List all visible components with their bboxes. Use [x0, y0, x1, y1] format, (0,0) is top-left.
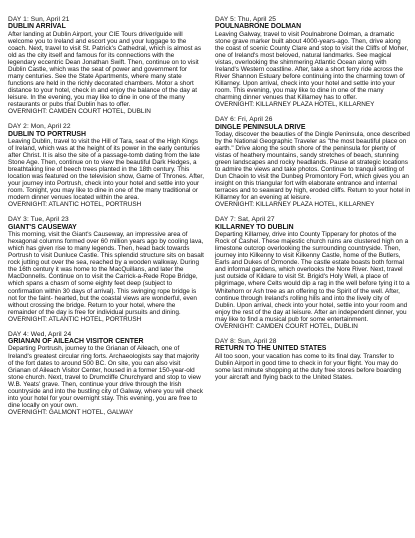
- day-description: Leaving Dublin, travel to visit the Hill of Tara, seat of the High Kings of Ireland, which was at the height of its power in the early centuries after Christ. It is also the site of a passage-tomb dating from the late Stone Age. Then, continue on to view the beautiful Dark Hedges, a breathtaking line of beech trees planted in the 18th century. This location was featured on the television show, Game of Thrones. After, your journey into Portrush, check into your hotel and settle into your room. Tonight, you may like to dine in one of the many traditional or modern dinner venues located within the area.: [8, 137, 204, 202]
- day-description: Today, discover the beauties of the Dingle Peninsula, once described by the National Geographic Traveler as "the most beautiful place on earth." Drive along the south shore of the peninsula for plenty of vistas of heathery mountains, sandy stretches of beach, stunning green landscapes and rocky headlands. Pause at strategic locations to admire the views and take photos. Continue to tranquil setting of Dun Chaoin to visit the Dunbeg Promontory Fort, which gives you an insight on this triangular fort with elaborate entrance and internal terraces and to seaward by high, eroded cliffs. Return to your hotel in Killarney for an evening at leisure.: [215, 130, 411, 202]
- itinerary-right-column: [215, 16, 411, 381]
- day-description: Departing Portrush, journey to the Grianan of Aileach, one of Ireland's greatest circular ring forts. Archaeologists say that majority of the fort dates to around 500 BC. On site, you can also visit Grianan of Aileach Visitor Center, housed in a former 150-year-old stone church. Next, travel to Drumcliffe Churchyard and stop to view W.B. Yeats' grave. Then, continue your drive through the Irish countryside and into the bustling city of Galway, where you will check into your hotel for your overnight stay. This evening, you are free to dine locally on your own.: [8, 345, 203, 409]
- day-heading: DAY 3: Tue, April 23: [8, 216, 69, 224]
- day-5: [215, 16, 411, 108]
- day-heading: DAY 7: Sat, April 27: [215, 216, 275, 224]
- day-description: This morning, visit the Giant's Causeway, an impressive area of hexagonal columns formed over 60 million years ago by cooling lava, which has given rise to many legends. Then, head back towards Portrush to visit Dunluce Castle. This splendid structure sits on basalt rock jutting out over the sea, reached by a wooden walkway. During the 16th century it was home to the MacQuillans, and later the MacDonnells. Continue on to visit the Carrick-a-Rede Rope Bridge, which spans a chasm of some eighty feet deep (subject to confirmation within 30 days of arrival). This swinging rope bridge is not for the faint- hearted, but the coastal views are wonderful, even without crossing the bridge. Return to your hotel, where the remainder of the day is free for individual pursuits and dining.: [8, 231, 204, 316]
- day-title: KILLARNEY TO DUBLIN: [215, 223, 294, 231]
- day-2: [8, 123, 204, 208]
- day-title: GIANT'S CAUSEWAY: [8, 223, 77, 231]
- day-description: Departing Killarney, drive into County Tipperary for photos of the Rock of Cashel. These majestic church ruins are clustered high on a limestone outcrop overlooking the surrounding countryside. Then, journey into Kilkenny to visit Kilkenny Castle, home of the Butlers, Earls and Dukes of Ormonde. The castle estate boasts both formal and informal gardens, which overlooks the Nore River. Next, travel just outside of Kildare to visit St. Brigid's Holy Well, a place of pilgrimage, where Celts would dip a rag in the well before tying it to a Whitehorn or Ash tree as an offering to the Spirit of the well. After, continue through Ireland's rolling hills and into the lively city of Dublin. Upon arrival, check into your hotel, settle into your room and enjoy the rest of the day at leisure. After an independent dinner, you may like to find a musical pub for some entertainment.: [215, 231, 410, 323]
- day-overnight: OVERNIGHT: KILLARNEY PLAZA HOTEL, KILLARNEY: [215, 201, 375, 209]
- day-title: GRIANAN OF AILEACH VISITOR CENTER: [8, 338, 144, 346]
- day-overnight: OVERNIGHT: GALMONT HOTEL, GALWAY: [8, 408, 134, 416]
- day-heading: DAY 5: Thu, April 25: [215, 16, 277, 23]
- day-3: [8, 216, 204, 322]
- day-1: [8, 16, 204, 115]
- day-overnight: OVERNIGHT: KILLARNEY PLAZA HOTEL, KILLARNEY: [215, 101, 375, 109]
- day-description: All too soon, your vacation has come to its final day. Transfer to Dublin Airport in good time to check in for your flight. You may do some last minute shopping at the duty free stores before boarding your aircraft and flying back to the United States.: [215, 352, 402, 381]
- day-description: Leaving Galway, travel to visit Poulnabrone Dolman, a dramatic stone grave marker built about 4000-years-ago. Then, drive along the coast of scenic County Clare and stop to visit the Cliffs of Moher, one of Ireland's most beloved, natural landmarks. See magical vistas, overlooking the shimmering Atlantic Ocean along with Ireland's Western coastline. After, take a short ferry ride across the River Shannon Estuary before continuing into the charming town of Killarney. Upon arrival, check into your hotel and settle into your room. This evening, you may like to dine in one of the many charming dinner venues that Killarney has to offer.: [215, 30, 409, 102]
- day-overnight: OVERNIGHT: ATLANTIC HOTEL, PORTRUSH: [8, 315, 142, 323]
- day-title: DINGLE PENINSULA DRIVE: [215, 123, 306, 131]
- day-heading: DAY 1: Sun, April 21: [8, 16, 70, 23]
- day-heading: DAY 6: Fri, April 26: [215, 116, 273, 124]
- day-7: [215, 216, 411, 329]
- day-title: RETURN TO THE UNITED STATES: [215, 345, 327, 353]
- itinerary-left-column: [8, 16, 204, 416]
- day-heading: DAY 8: Sun, April 28: [215, 337, 277, 345]
- day-title: DUBLIN ARRIVAL: [8, 23, 66, 31]
- day-overnight: OVERNIGHT: CAMDEN COURT HOTEL, DUBLIN: [215, 322, 358, 330]
- day-8: [215, 338, 411, 381]
- day-description: After landing at Dublin Airport, your CIE Tours driver/guide will welcome you to Ireland and escort you and your luggage to the coach. Next, travel to visit St. Patrick's Cathedral, which is almost as old as the city itself and famous for its connections with the legendary eccentric Dean Jonathan Swift. Then, continue on to visit Dublin Castle, which was the seat of power and government for many centuries. See the State Apartments, where many state functions are held in the richly decorated chambers. Motor a short distance to your hotel, check in and enjoy the balance of the day at leisure. In the evening, you may like to dine in one of the many restaurants or pubs that Dublin has to offer.: [8, 30, 202, 109]
- day-heading: DAY 2: Mon, April 22: [8, 123, 71, 131]
- day-4: [8, 331, 204, 416]
- day-overnight: OVERNIGHT: ATLANTIC HOTEL, PORTRUSH: [8, 201, 142, 209]
- day-title: DUBLIN TO PORTRUSH: [8, 130, 86, 138]
- day-overnight: OVERNIGHT: CAMDEN COURT HOTEL, DUBLIN: [8, 108, 151, 116]
- day-title: POULNABRONE DOLMAN: [215, 23, 302, 31]
- day-heading: DAY 4: Wed, April 24: [8, 330, 72, 338]
- day-6: [215, 116, 411, 208]
